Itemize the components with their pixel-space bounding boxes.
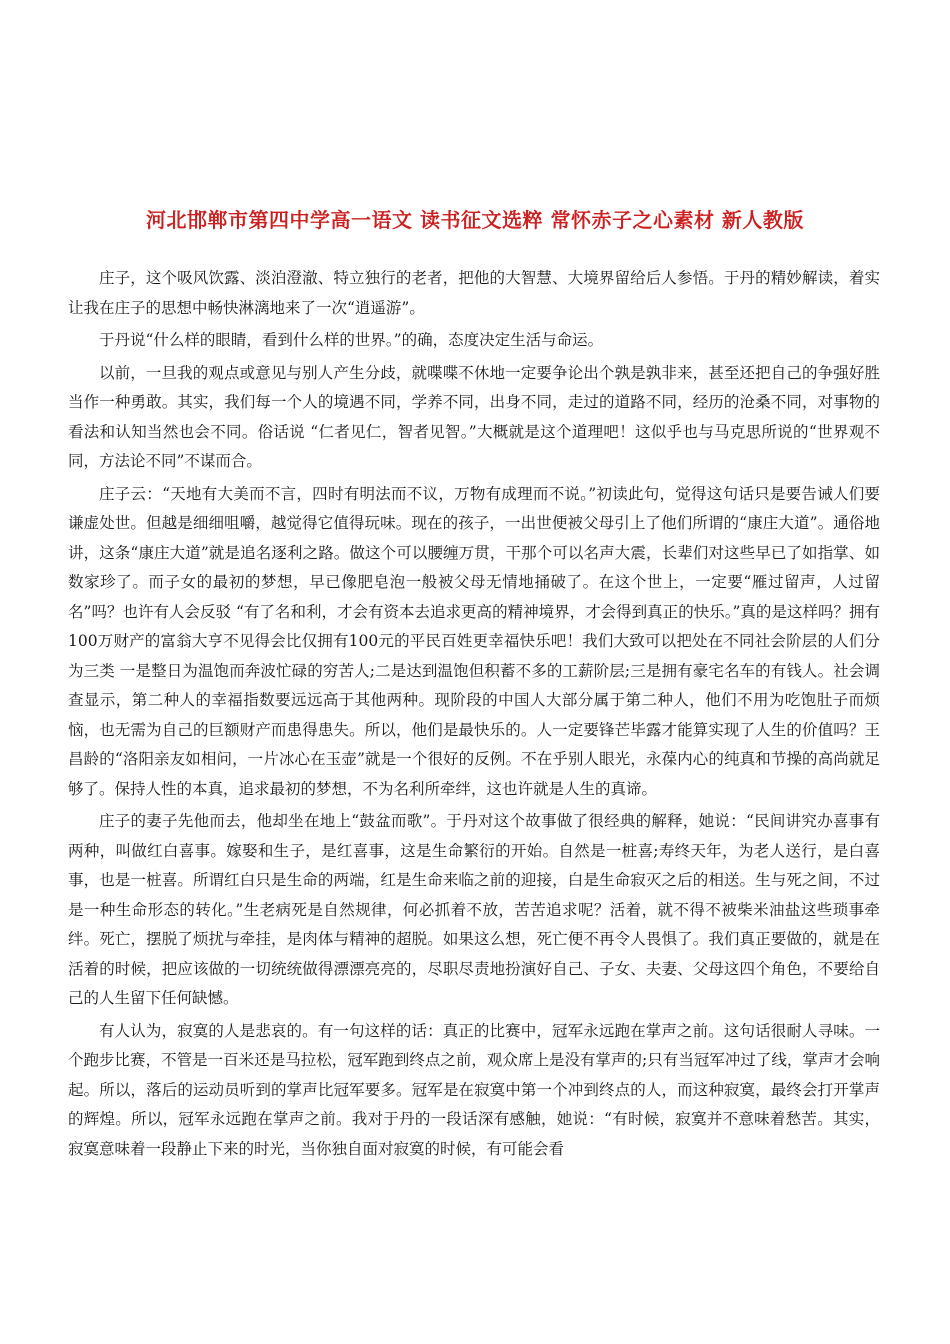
paragraph: 有人认为，寂寞的人是悲哀的。有一句这样的话：真正的比赛中，冠军永远跑在掌声之前。这句话很耐人寻味。一个跑步比赛，不管是一百米还是马拉松，冠军跑到终点之前，观众席上是没有掌声的;只有当冠军冲过了线，掌声才会响起。所以，落后的运动员听到的掌声比冠军要多。冠军是在寂寞中第一个冲到终点的人，而这种寂寞，最终会打开掌声的辉煌。所以，冠军永远跑在掌声之前。我对于丹的一段话深有感触，她说：“有时候，寂寞并不意味着愁苦。其实，寂寞意味着一段静止下来的时光，当你独自面对寂寞的时候，有可能会看: [68, 1021, 880, 1158]
paragraph: 于丹说“什么样的眼睛，看到什么样的世界。”的确，态度决定生活与命运。: [99, 331, 604, 349]
document-body: [68, 264, 880, 1167]
paragraph: 庄子的妻子先他而去，他却坐在地上“鼓盆而歌”。于丹对这个故事做了很经典的解释，她说：“民间讲究办喜事有两种，叫做红白喜事。嫁娶和生子，是红喜事，这是生命繁衍的开始。自然是一桩喜;寿终天年，为老人送行，是白喜事，也是一桩喜。所谓红白只是生命的两端，红是生命来临之前的迎接，白是生命寂灭之后的相送。生与死之间，不过是一种生命形态的转化。”生老病死是自然规律，何必抓着不放，苦苦追求呢？活着，就不得不被柴米油盐这些琐事牵绊。死亡，摆脱了烦扰与牵挂，是肉体与精神的超脱。如果这么想，死亡便不再令人畏惧了。我们真正要做的，就是在活着的时候，把应该做的一切统统做得漂漂亮亮的，尽职尽责地扮演好自己、子女、夫妻、父母这四个角色，不要给自己的人生留下任何缺憾。: [68, 812, 880, 1007]
document-title: 河北邯郸市第四中学高一语文 读书征文选粹 常怀赤子之心素材 新人教版: [146, 208, 804, 232]
paragraph: 以前，一旦我的观点或意见与别人产生分歧，就喋喋不休地一定要争论出个孰是孰非来，甚至还把自己的争强好胜当作一种勇敢。其实，我们每一个人的境遇不同，学养不同，出身不同，走过的道路不同，经历的沧桑不同，对事物的看法和认知当然也会不同。俗话说 “仁者见仁，智者见智。”大概就是这个道理吧！这似乎也与马克思所说的“世界观不同，方法论不同”不谋而合。: [68, 363, 880, 470]
paragraph: 庄子云：“天地有大美而不言，四时有明法而不议，万物有成理而不说。”初读此句，觉得这句话只是要告诫人们要谦虚处世。但越是细细咀嚼，越觉得它值得玩味。现在的孩子，一出世便被父母引上了他们所谓的“康庄大道”。通俗地讲，这条“康庄大道”就是追名逐利之路。做这个可以腰缠万贯，干那个可以名声大震，长辈们对这些早已了如指掌、如数家珍了。而子女的最初的梦想，早已像肥皂泡一般被父母无情地捅破了。在这个世上，一定要“雁过留声，人过留名”吗？也许有人会反驳 “有了名和利，才会有资本去追求更高的精神境界，才会得到真正的快乐。”真的是这样吗？拥有100万财产的富翁大亨不见得会比仅拥有100元的平民百姓更幸福快乐吧！我们大致可以把处在不同社会阶层的人们分为三类 一是整日为温饱而奔波忙碌的穷苦人;二是达到温饱但积蓄不多的工薪阶层;三是拥有豪宅名车的有钱人。社会调查显示，第二种人的幸福指数要远远高于其他两种。现阶段的中国人大部分属于第二种人，他们不用为吃饱肚子而烦恼，也无需为自己的巨额财产而患得患失。所以，他们是最快乐的。人一定要锋芒毕露才能算实现了人生的价值吗？王昌龄的“洛阳亲友如相问，一片冰心在玉壶”就是一个很好的反例。不在乎别人眼光，永葆内心的纯真和节操的高尚就足够了。保持人性的本真，追求最初的梦想，不为名利所牵绊，这也许就是人生的真谛。: [68, 484, 880, 798]
paragraph: 庄子，这个吸风饮露、淡泊澄澈、特立独行的老者，把他的大智慧、大境界留给后人参悟。于丹的精妙解读，着实让我在庄子的思想中畅快淋漓地来了一次“逍遥游”。: [68, 269, 880, 317]
